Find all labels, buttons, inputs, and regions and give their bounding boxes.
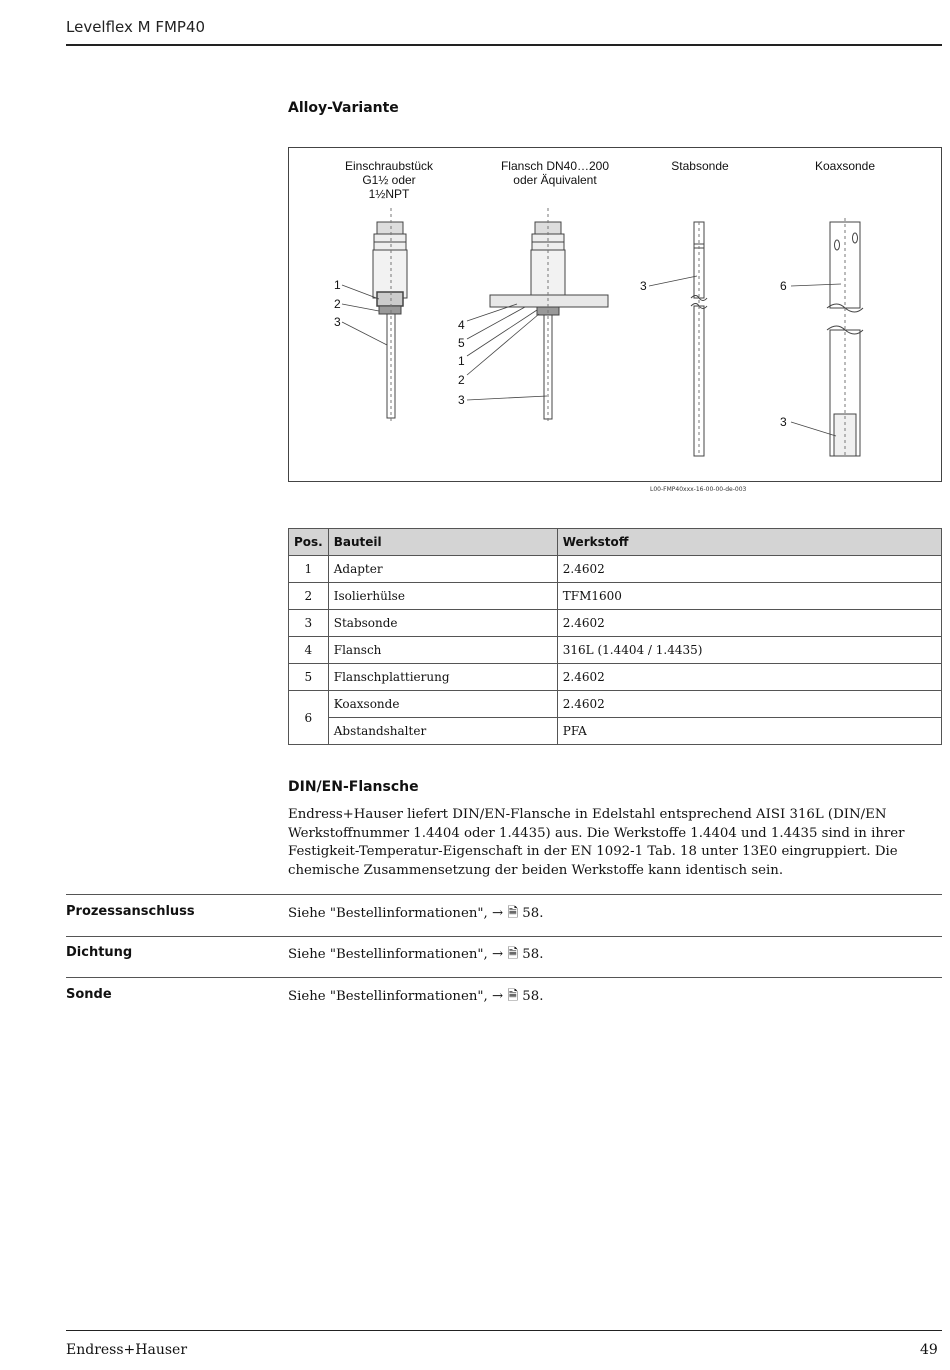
table-row [289, 556, 942, 583]
row-divider [66, 894, 942, 895]
spec-label-prozessanschluss: Prozessanschluss [66, 904, 195, 919]
parts-table [288, 528, 942, 745]
flange-probe-drawing [490, 208, 608, 424]
table-row [289, 691, 942, 718]
cell-pos: 5 [289, 664, 329, 691]
cell-werkstoff: 2.4602 [557, 664, 941, 691]
header-title: Levelflex M FMP40 [66, 18, 206, 36]
din-en-paragraph: Endress+Hauser liefert DIN/EN-Flansche in Edelstahl entsprechend AISI 316L (DIN/EN Werkstoffnummer 1.4404 oder 1.4435) aus. Die Werkstoffe 1.4404 und 1.4435 sind in ihrer Festigkeit-Temperatur-Eigenschaft in der EN 1092-1 Tab. 18 unter 13E0 eingruppiert. Die chemische Zusammensetzung der beiden Werkstoffe kann identisch sein. [288, 807, 905, 878]
header-rule [66, 44, 942, 46]
header-werkstoff: Werkstoff [557, 529, 941, 556]
header-bauteil: Bauteil [328, 529, 557, 556]
callout-d3: 3 [780, 415, 787, 429]
spec-label-sonde: Sonde [66, 987, 112, 1002]
callout-a3: 3 [334, 315, 341, 329]
cell-werkstoff: 2.4602 [557, 691, 941, 718]
cell-bauteil: Flanschplattierung [328, 664, 557, 691]
table-row [289, 664, 942, 691]
table-row [289, 637, 942, 664]
fig-label-col1-line3: 1½NPT [368, 187, 410, 201]
coax-probe-drawing [827, 218, 863, 456]
callout-d6: 6 [780, 279, 787, 293]
header-pos: Pos. [289, 529, 329, 556]
callout-a2: 2 [334, 297, 341, 311]
cell-bauteil: Stabsonde [328, 610, 557, 637]
threaded-probe-drawing [373, 208, 407, 424]
table-header-row [289, 529, 942, 556]
callout-b2: 2 [458, 373, 465, 387]
callout-c3: 3 [640, 279, 647, 293]
fig-label-col2-line1: Flansch DN40…200 [500, 159, 610, 173]
probe-drawing [289, 148, 943, 483]
cell-pos: 3 [289, 610, 329, 637]
fig-label-col2-line2: oder Äquivalent [513, 173, 597, 187]
spec-text-sonde: Siehe "Bestellinformationen", → 🗎 58. [288, 989, 544, 1004]
callout-b4: 4 [458, 318, 465, 332]
page-number: 49 [920, 1342, 938, 1358]
cell-pos: 1 [289, 556, 329, 583]
cell-bauteil: Abstandshalter [328, 718, 557, 745]
section-title-alloy: Alloy-Variante [288, 100, 399, 116]
spec-label-dichtung: Dichtung [66, 945, 133, 960]
table-row [289, 583, 942, 610]
fig-label-col1-line1: Einschraubstück [344, 159, 434, 173]
figure-code: L00-FMP40xxx-16-00-00-de-003 [650, 486, 747, 493]
footer-rule [66, 1330, 942, 1331]
fig-label-col1-line2: G1½ oder [362, 173, 416, 187]
callout-b1: 1 [458, 354, 465, 368]
cell-bauteil: Koaxsonde [328, 691, 557, 718]
section-title-din-en: DIN/EN-Flansche [288, 779, 419, 795]
table-row [289, 610, 942, 637]
spec-text-dichtung: Siehe "Bestellinformationen", → 🗎 58. [288, 947, 544, 962]
cell-pos: 4 [289, 637, 329, 664]
probe-figure [288, 147, 942, 482]
cell-bauteil: Adapter [328, 556, 557, 583]
rod-probe-drawing [691, 222, 707, 456]
fig-label-col3: Stabsonde [671, 159, 729, 173]
spec-text-prozessanschluss: Siehe "Bestellinformationen", → 🗎 58. [288, 906, 544, 921]
cell-bauteil: Flansch [328, 637, 557, 664]
row-divider [66, 977, 942, 978]
cell-werkstoff: 316L (1.4404 / 1.4435) [557, 637, 941, 664]
footer-company: Endress+Hauser [66, 1342, 188, 1358]
cell-werkstoff: PFA [557, 718, 941, 745]
cell-pos: 2 [289, 583, 329, 610]
row-divider [66, 936, 942, 937]
cell-werkstoff: 2.4602 [557, 556, 941, 583]
cell-werkstoff: 2.4602 [557, 610, 941, 637]
callout-b5: 5 [458, 336, 465, 350]
cell-werkstoff: TFM1600 [557, 583, 941, 610]
fig-label-col4: Koaxsonde [814, 159, 876, 173]
callout-a1: 1 [334, 278, 341, 292]
callout-b3: 3 [458, 393, 465, 407]
cell-pos: 6 [289, 691, 329, 745]
table-row [289, 718, 942, 745]
cell-bauteil: Isolierhülse [328, 583, 557, 610]
